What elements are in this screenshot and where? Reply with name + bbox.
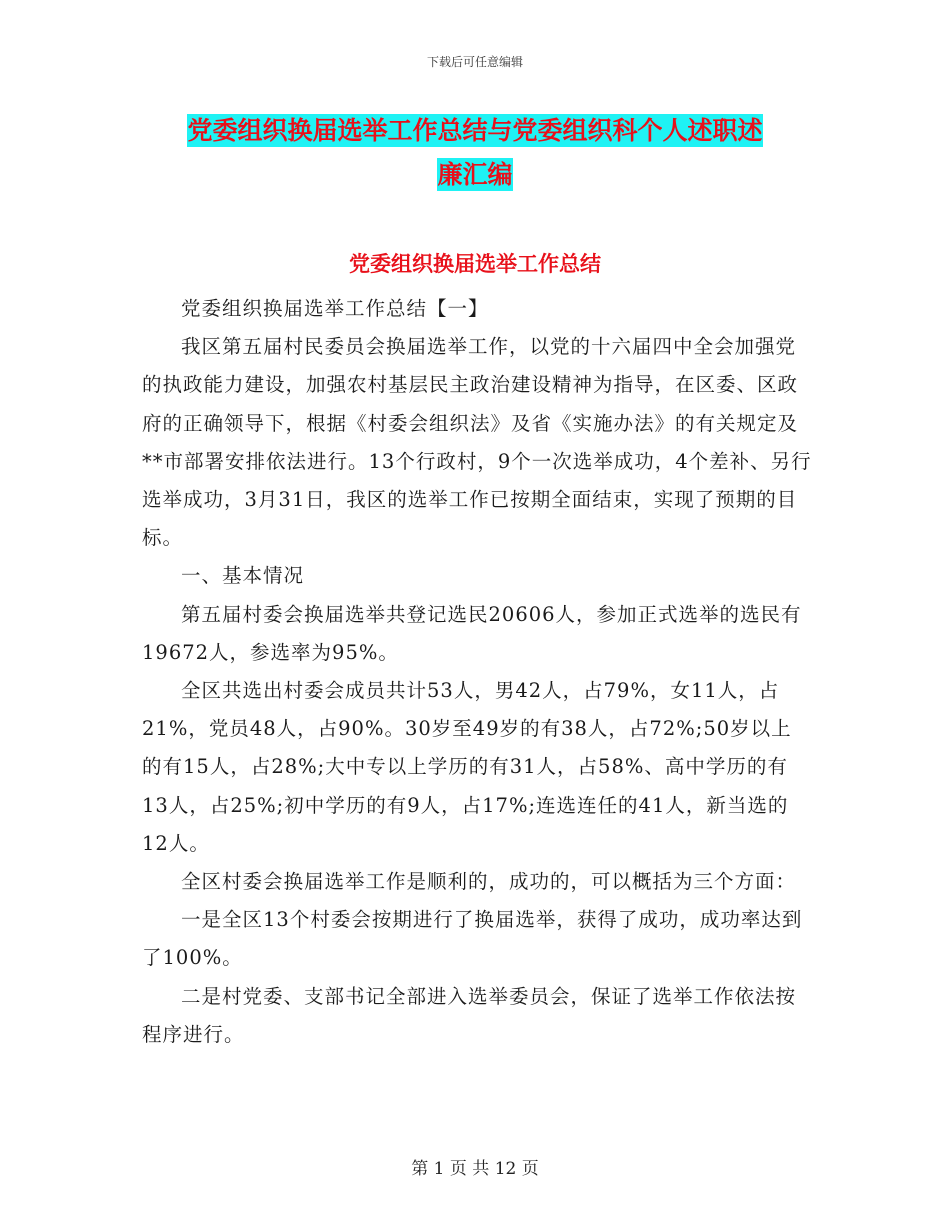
document-title-line2: 廉汇编 — [437, 160, 513, 189]
page-footer: 第 1 页 共 12 页 — [411, 1159, 539, 1179]
section-title: 党委组织换届选举工作总结 — [349, 252, 601, 276]
document-title-line1: 党委组织换届选举工作总结与党委组织科个人述职述 — [187, 116, 763, 145]
paragraph: 一是全区13个村委会按期进行了换届选举，获得了成功，成功率达到了100%。 — [142, 908, 803, 970]
paragraph-heading: 一、基本情况 — [181, 564, 305, 588]
header-note: 下载后可任意编辑 — [426, 55, 523, 69]
paragraph: 全区共选出村委会成员共计53人，男42人，占79%，女11人，占21%，党员48人，占90%。30岁至49岁的有38人，占72%;50岁以上的有15人，占28%;大中专以上学历的有31人，占58%、高中学历的有13人，占25%;初中学历的有9人，占17%;连选连任的41人，新当选的12人。 — [142, 679, 792, 855]
paragraph: 全区村委会换届选举工作是顺利的，成功的，可以概括为三个方面： — [181, 870, 797, 894]
paragraph: 第五届村委会换届选举共登记选民20606人，参加正式选举的选民有19672人，参选率为95%。 — [142, 602, 802, 664]
paragraph: 二是村党委、支部书记全部进入选举委员会，保证了选举工作依法按程序进行。 — [142, 984, 797, 1046]
paragraph: 我区第五届村民委员会换届选举工作，以党的十六届四中全会加强党的执政能力建设，加强农村基层民主政治建设精神为指导，在区委、区政府的正确领导下，根据《村委会组织法》及省《实施办法》的有关规定及**市部署安排依法进行。13个行政村，9个一次选举成功，4个差补、另行选举成功，3月31日，我区的选举工作已按期全面结束，实现了预期的目标。 — [142, 335, 812, 550]
paragraph-subtitle: 党委组织换届选举工作总结【一】 — [181, 297, 489, 320]
document-body — [142, 290, 812, 1054]
